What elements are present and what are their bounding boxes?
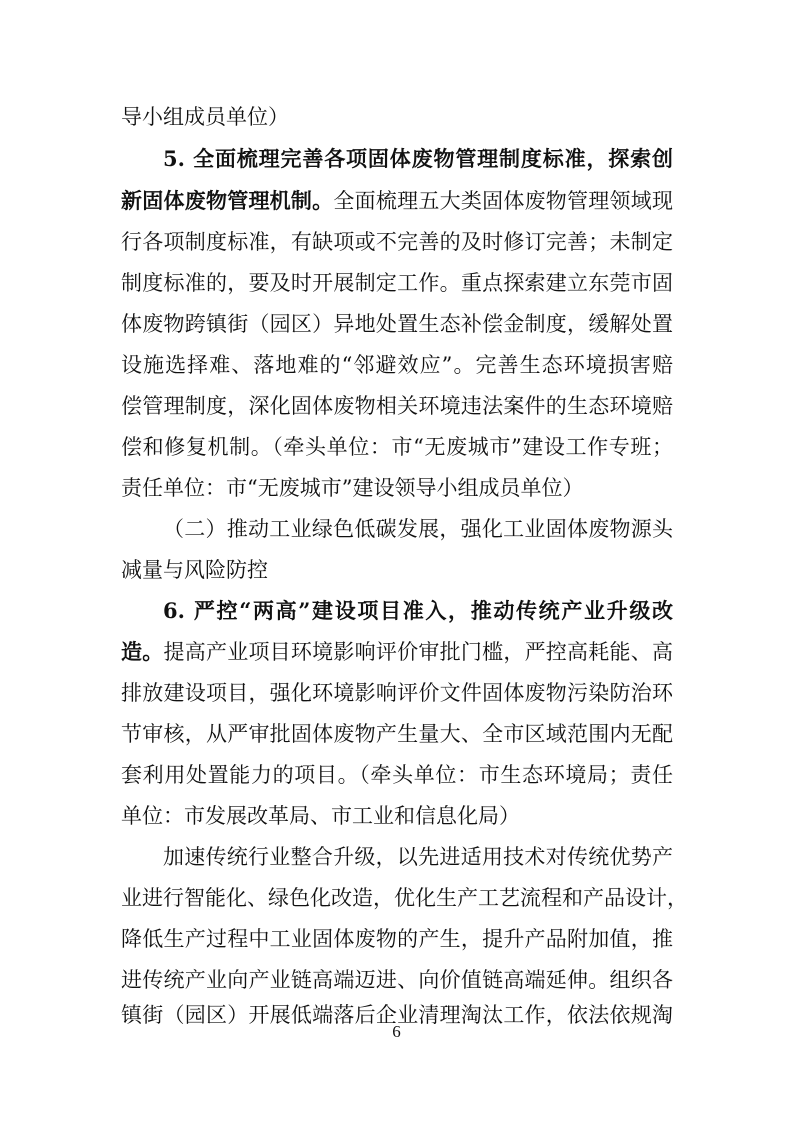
page-number: 6 — [392, 1022, 401, 1041]
heading-text: 新固体废物管理机制。 — [121, 188, 334, 213]
heading-text: 6. 严控“两高”建设项目准入，推动传统产业升级改 — [163, 598, 673, 623]
heading-text: 5. 全面梳理完善各项固体废物管理制度标准，探索创 — [163, 146, 673, 171]
text-line — [121, 965, 673, 995]
text-line — [121, 309, 673, 339]
text-line — [163, 842, 673, 872]
line-text: 导小组成员单位） — [121, 105, 289, 129]
text-line — [121, 883, 688, 913]
line-text: 加速传统行业整合升级，以先进适用技术对传统优势产 — [163, 845, 673, 869]
text-line — [121, 227, 673, 257]
heading-text: 造。 — [121, 639, 164, 664]
text-line — [121, 473, 673, 503]
heading-line — [163, 144, 673, 174]
line-text: 套利用处置能力的项目。（牵头单位：市生态环境局；责任 — [121, 763, 673, 787]
text-line — [121, 801, 673, 831]
text-line — [121, 719, 673, 749]
section-heading-line — [163, 514, 673, 544]
line-text: 提高产业项目环境影响评价审批门槛，严控高耗能、高 — [163, 640, 674, 664]
text-line — [121, 350, 673, 380]
text-line — [121, 268, 673, 298]
line-text: 偿和修复机制。（牵头单位：市“无废城市”建设工作专班； — [121, 435, 673, 459]
line-text: 排放建设项目，强化环境影响评价文件固体废物污染防治环 — [121, 681, 673, 705]
text-line — [121, 924, 673, 954]
line-text: 全面梳理五大类固体废物管理领域现 — [333, 189, 674, 213]
line-text: 制度标准的，要及时开展制定工作。重点探索建立东莞市固 — [121, 271, 673, 295]
text-line — [121, 432, 673, 462]
section-heading-text: 减量与风险防控 — [121, 558, 268, 582]
line-text: 责任单位：市“无废城市”建设领导小组成员单位） — [121, 476, 584, 500]
line-text: 业进行智能化、绿色化改造，优化生产工艺流程和产品设计， — [121, 886, 688, 910]
line-text: 节审核，从严审批固体废物产生量大、全市区域范围内无配 — [121, 722, 673, 746]
text-line — [121, 760, 673, 790]
line-text: 进传统产业向产业链高端迈进、向价值链高端延伸。组织各 — [121, 968, 673, 992]
line-text: 镇街（园区）开展低端落后企业清理淘汰工作，依法依规淘 — [121, 1003, 673, 1027]
line-text: 行各项制度标准，有缺项或不完善的及时修订完善；未制定 — [121, 230, 673, 254]
line-text: 降低生产过程中工业固体废物的产生，提升产品附加值，推 — [121, 927, 673, 951]
line-text: 单位：市发展改革局、市工业和信息化局） — [121, 804, 520, 828]
text-line — [121, 637, 673, 667]
heading-line — [163, 596, 673, 626]
section-heading-line — [121, 555, 673, 585]
text-line — [121, 186, 673, 216]
line-text: 体废物跨镇街（园区）异地处置生态补偿金制度，缓解处置 — [121, 312, 673, 336]
section-heading-text: （二）推动工业绿色低碳发展，强化工业固体废物源头 — [163, 517, 673, 541]
line-text: 设施选择难、落地难的“邻避效应”。完善生态环境损害赔 — [121, 353, 673, 377]
line-text: 偿管理制度，深化固体废物相关环境违法案件的生态环境赔 — [121, 394, 673, 418]
text-line — [121, 102, 673, 132]
text-line — [121, 678, 673, 708]
text-line — [121, 391, 673, 421]
